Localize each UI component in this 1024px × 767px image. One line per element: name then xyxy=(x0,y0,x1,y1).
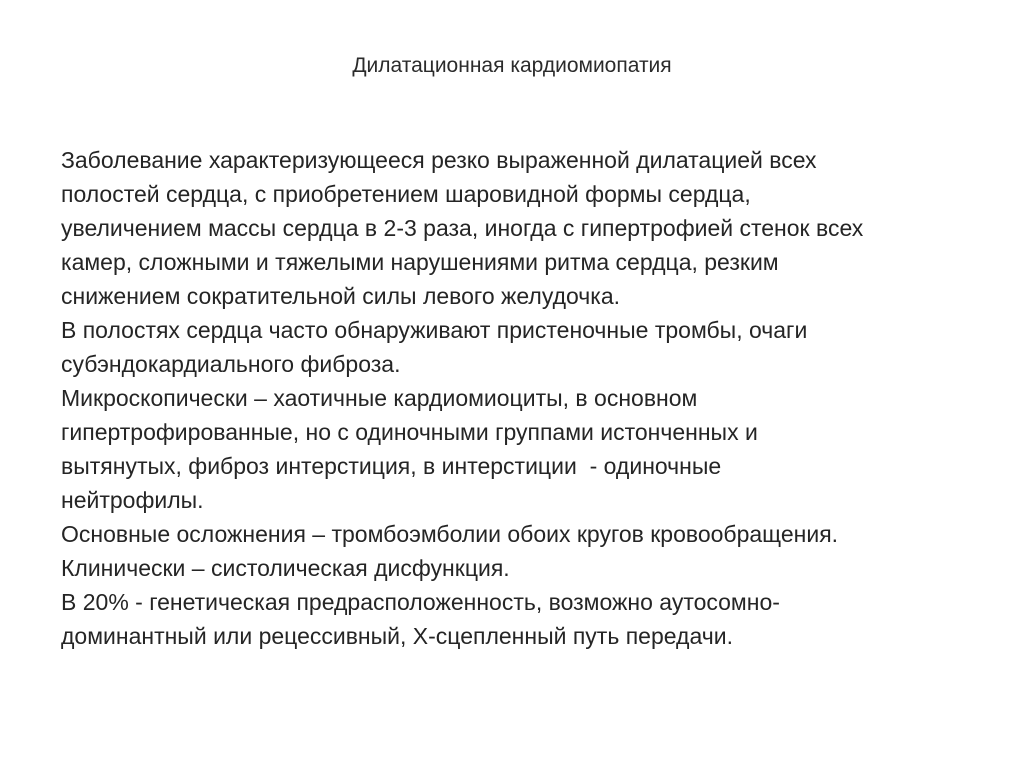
paragraph-microscopy: Микроскопически – хаотичные кардиомиоциты, в основном гипертрофированные, но с одиночными группами истонченных и вытянутых, фиброз интерстиция, в интерстиции - одиночные нейтрофилы. xyxy=(61,385,758,513)
paragraph-cavities: В полостях сердца часто обнаруживают пристеночные тромбы, очаги субэндокардиального фиброза. xyxy=(61,317,808,377)
paragraph-definition: Заболевание характеризующееся резко выраженной дилатацией всех полостей сердца, с приобретением шаровидной формы сердца, увеличением массы сердца в 2-3 раза, иногда с гипертрофией стенок всех камер, сложными и тяжелыми нарушениями ритма сердца, резким снижением сократительной силы левого желудочка. xyxy=(61,147,864,309)
slide-body xyxy=(61,143,981,653)
slide-title: Дилатационная кардиомиопатия xyxy=(352,54,672,77)
paragraph-complications: Основные осложнения – тромбоэмболии обоих кругов кровообращения. xyxy=(61,521,839,547)
paragraph-genetics: В 20% - генетическая предрасположенность, возможно аутосомно- доминантный или рецессивный, Х-сцепленный путь передачи. xyxy=(61,589,780,649)
paragraph-clinical: Клинически – систолическая дисфункция. xyxy=(61,555,510,581)
